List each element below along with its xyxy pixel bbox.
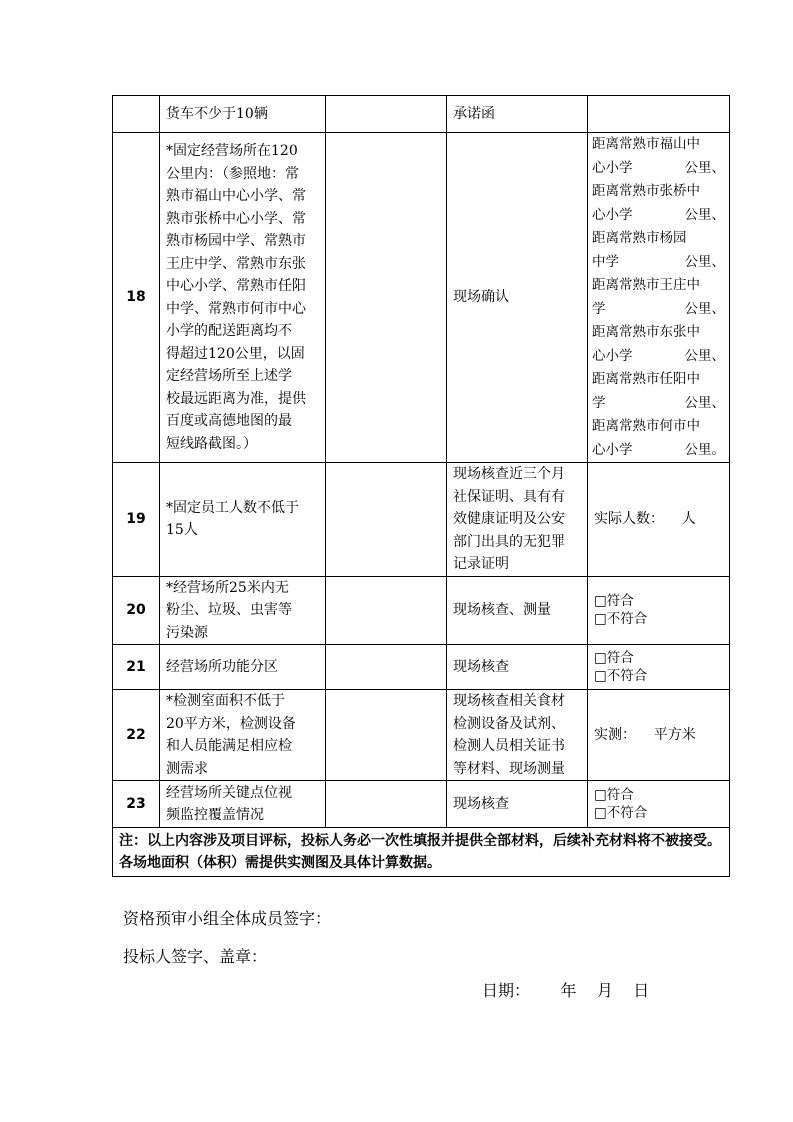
requirement-line: 粉尘、垃圾、虫害等	[166, 602, 292, 618]
requirement-line: 公里内：（参照地：常	[166, 165, 299, 182]
result-cell	[588, 781, 730, 828]
requirement-line: 测需求	[166, 760, 208, 777]
distance-entry	[592, 133, 725, 180]
row-number: 19	[113, 463, 160, 577]
requirement-line: 校最远距离为准，提供	[166, 390, 306, 407]
verification-method-cell	[447, 133, 588, 463]
requirement-line: 小学的配送距离均不	[166, 323, 292, 339]
requirement-line: 经营场所关键点位视	[166, 784, 292, 801]
verification-method-cell	[447, 576, 588, 645]
distance-line-2: 心小学	[592, 347, 633, 364]
nonconforms-checkbox[interactable]: □不符合	[594, 668, 648, 684]
result-cell	[588, 133, 730, 463]
requirement-line: 频监控覆盖情况	[166, 807, 264, 823]
method-line: 现场核查	[453, 658, 509, 675]
distance-entry	[592, 180, 725, 227]
requirement-cell	[160, 645, 326, 690]
method-line: 检测人员相关证书	[453, 738, 565, 754]
note-text: 注：以上内容涉及项目评标，投标人务必一次性填报并提供全部材料，后续补充材料将不被接受。各场地面积（体积）需提供实测图及具体计算数据。	[113, 828, 730, 877]
requirement-line: 王庄中学、常熟市东张	[166, 255, 306, 272]
method-line: 现场核查	[453, 795, 509, 812]
method-line: 记录证明	[453, 556, 509, 572]
distance-unit: 公里、	[684, 300, 725, 317]
distance-entry	[592, 415, 725, 462]
distance-unit: 公里、	[684, 394, 725, 411]
requirement-line: 经营场所功能分区	[166, 658, 278, 675]
table-row	[113, 133, 730, 463]
requirement-line: 百度或高德地图的最	[166, 413, 292, 429]
requirement-line: 15人	[166, 522, 198, 539]
requirement-line: 中心小学、常熟市任阳	[166, 278, 306, 294]
blank-cell	[326, 781, 447, 828]
table-row	[113, 576, 730, 645]
distance-entry	[592, 227, 725, 274]
blank-cell	[326, 690, 447, 781]
requirement-line: 熟市杨园中学、常熟市	[166, 233, 306, 249]
distance-entry	[592, 274, 725, 321]
date-label: 日期： 年 月 日	[482, 981, 650, 1000]
distance-line-2: 心小学	[592, 206, 633, 223]
requirement-cell	[160, 690, 326, 781]
requirement-line: 和人员能满足相应检	[166, 738, 292, 754]
requirement-line: 熟市张桥中心小学、常	[166, 210, 306, 227]
table-row	[113, 690, 730, 781]
requirement-line: *固定经营场所在120	[166, 143, 298, 159]
distance-unit: 公里、	[684, 159, 725, 176]
requirement-cell	[160, 133, 326, 463]
conforms-checkbox[interactable]: □符合	[594, 650, 634, 666]
method-line: 承诺函	[453, 105, 495, 122]
requirement-line: 20平方米，检测设备	[166, 715, 296, 732]
blank-cell	[326, 576, 447, 645]
panel-signature-label: 资格预审小组全体成员签字：	[123, 909, 332, 928]
method-line: 现场核查相关食材	[453, 693, 565, 709]
distance-line-2: 学	[592, 300, 606, 317]
requirement-line: *经营场所25米内无	[166, 579, 289, 596]
row-number: 20	[113, 576, 160, 645]
result-cell	[588, 463, 730, 577]
method-line: 现场核查近三个月	[453, 466, 565, 482]
distance-line-1: 距离常熟市杨园	[592, 230, 687, 246]
conforms-checkbox[interactable]: □符合	[594, 787, 634, 803]
note-row	[113, 828, 730, 877]
method-line: 部门出具的无犯罪	[453, 533, 565, 550]
row-number	[113, 96, 160, 133]
distance-unit: 公里、	[684, 347, 725, 364]
blank-cell	[326, 133, 447, 463]
method-line: 社保证明、具有有	[453, 488, 565, 505]
row-number: 22	[113, 690, 160, 781]
distance-entry	[592, 368, 725, 415]
nonconforms-checkbox[interactable]: □不符合	[594, 805, 648, 821]
qualification-table	[112, 95, 730, 877]
bidder-signature-label: 投标人签字、盖章：	[123, 947, 268, 966]
blank-cell	[326, 645, 447, 690]
row-number: 21	[113, 645, 160, 690]
method-line: 检测设备及试剂、	[453, 715, 565, 732]
result-cell	[588, 645, 730, 690]
verification-method-cell	[447, 96, 588, 133]
distance-line-1: 距离常熟市东张中	[592, 324, 700, 340]
method-line: 现场确认	[453, 289, 509, 306]
result-fill-text: 实际人数： 人	[594, 511, 696, 527]
nonconforms-checkbox[interactable]: □不符合	[594, 611, 648, 628]
blank-cell	[326, 96, 447, 133]
distance-entry	[592, 321, 725, 368]
requirement-line: 中学、常熟市何市中心	[166, 300, 306, 317]
verification-method-cell	[447, 645, 588, 690]
requirement-cell	[160, 96, 326, 133]
verification-method-cell	[447, 690, 588, 781]
result-cell	[588, 690, 730, 781]
blank-cell	[326, 463, 447, 577]
table-row	[113, 645, 730, 690]
distance-line-1: 距离常熟市张桥中	[592, 183, 700, 199]
requirement-line: 短线路截图。）	[166, 435, 257, 452]
method-line: 等材料、现场测量	[453, 760, 565, 777]
distance-line-1: 距离常熟市何市中	[592, 418, 700, 434]
table-row	[113, 96, 730, 133]
conforms-checkbox[interactable]: □符合	[594, 593, 634, 610]
result-cell	[588, 96, 730, 133]
method-line: 效健康证明及公安	[453, 511, 565, 527]
distance-line-1: 距离常熟市福山中	[592, 136, 700, 152]
requirement-cell	[160, 576, 326, 645]
distance-line-2: 中学	[592, 253, 619, 270]
distance-line-2: 心小学	[592, 441, 633, 458]
requirement-line: 熟市福山中心小学、常	[166, 188, 306, 204]
requirement-line: 得超过120公里，以固	[166, 345, 305, 362]
requirement-line: *检测室面积不低于	[166, 693, 285, 709]
distance-line-2: 心小学	[592, 159, 633, 176]
method-line: 现场核查、测量	[453, 602, 551, 618]
distance-unit: 公里、	[684, 253, 725, 270]
row-number: 23	[113, 781, 160, 828]
requirement-cell	[160, 463, 326, 577]
requirement-line: 污染源	[166, 624, 208, 641]
verification-method-cell	[447, 781, 588, 828]
verification-method-cell	[447, 463, 588, 577]
distance-line-1: 距离常熟市王庄中	[592, 277, 700, 293]
requirement-cell	[160, 781, 326, 828]
requirement-line: 定经营场所至上述学	[166, 368, 292, 384]
row-number: 18	[113, 133, 160, 463]
result-cell	[588, 576, 730, 645]
distance-line-1: 距离常熟市任阳中	[592, 371, 700, 387]
distance-unit: 公里、	[684, 206, 725, 223]
distance-line-2: 学	[592, 394, 606, 411]
requirement-line: 货车不少于10辆	[166, 105, 268, 122]
table-row	[113, 463, 730, 577]
result-fill-text: 实测： 平方米	[594, 726, 696, 743]
table-row	[113, 781, 730, 828]
requirement-line: *固定员工人数不低于	[166, 499, 299, 516]
distance-unit: 公里。	[684, 441, 725, 458]
